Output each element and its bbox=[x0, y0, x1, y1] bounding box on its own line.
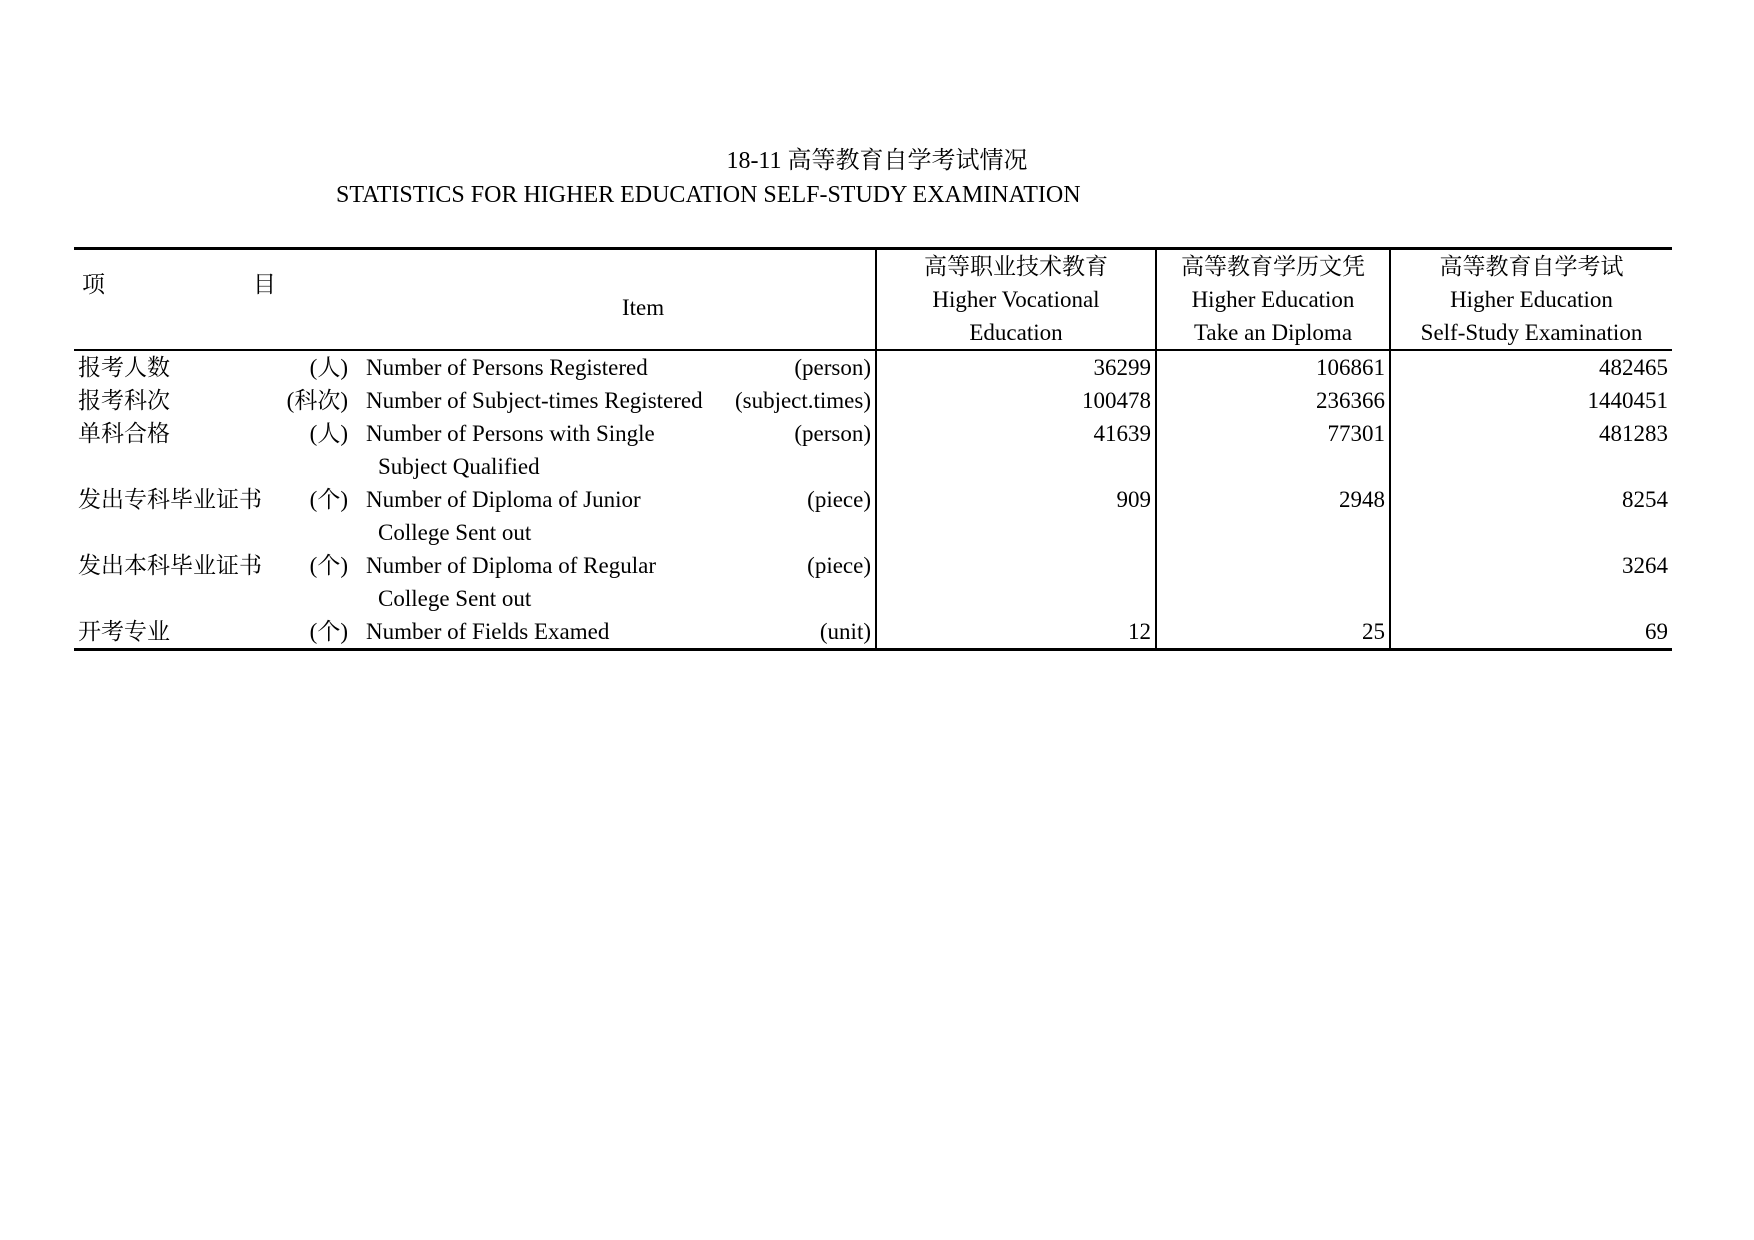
header-item-cn-1: 项 bbox=[82, 272, 105, 297]
row-unit-cn: (个) bbox=[309, 553, 348, 578]
header-col-vocational-en-1: Higher Vocational bbox=[932, 287, 1100, 312]
row-label-cn: 发出本科毕业证书 bbox=[78, 553, 262, 578]
table-row bbox=[74, 483, 1672, 549]
header-col-selfstudy bbox=[1390, 249, 1672, 351]
table-row bbox=[74, 417, 1672, 483]
row-value-diploma: 77301 bbox=[1156, 417, 1390, 483]
row-label-en-text: Number of Persons Registered bbox=[366, 355, 648, 380]
header-col-diploma-en-2: Take an Diploma bbox=[1193, 320, 1353, 345]
table-row bbox=[74, 615, 1672, 650]
header-col-vocational-en-2: Education bbox=[969, 320, 1063, 345]
row-label-cn: 发出专科毕业证书 bbox=[78, 487, 262, 512]
row-value-diploma: 25 bbox=[1156, 615, 1390, 650]
row-value-vocational: 41639 bbox=[876, 417, 1156, 483]
row-value-vocational: 909 bbox=[876, 483, 1156, 549]
row-value-selfstudy: 3264 bbox=[1390, 549, 1672, 615]
row-unit-cn: (个) bbox=[309, 487, 348, 512]
row-label-cn: 单科合格 bbox=[78, 421, 170, 446]
row-value-vocational bbox=[876, 549, 1156, 615]
row-value-selfstudy: 8254 bbox=[1390, 483, 1672, 549]
header-item-cn bbox=[74, 249, 352, 351]
header-col-diploma-en-1: Higher Education bbox=[1191, 287, 1355, 312]
row-value-diploma: 2948 bbox=[1156, 483, 1390, 549]
row-label-en bbox=[352, 350, 876, 384]
row-label-en-text: Number of Diploma of Junior bbox=[366, 487, 641, 512]
row-label-en bbox=[352, 615, 876, 650]
page-title-cn: 18-11 高等教育自学考试情况 bbox=[726, 148, 1028, 174]
row-unit-cn: (科次) bbox=[286, 388, 348, 413]
header-col-selfstudy-en-2: Self-Study Examination bbox=[1420, 320, 1643, 345]
row-unit-en: (subject.times) bbox=[734, 388, 871, 413]
header-col-diploma-cn: 高等教育学历文凭 bbox=[1181, 254, 1365, 279]
row-value-vocational: 100478 bbox=[876, 384, 1156, 417]
row-label-en bbox=[352, 483, 876, 549]
row-value-vocational: 12 bbox=[876, 615, 1156, 650]
row-label-en bbox=[352, 417, 876, 483]
header-col-diploma bbox=[1156, 249, 1390, 351]
row-unit-cn: (人) bbox=[309, 421, 348, 446]
row-label-en-text: Number of Diploma of Regular bbox=[366, 553, 656, 578]
row-label-en bbox=[352, 549, 876, 615]
row-value-selfstudy: 1440451 bbox=[1390, 384, 1672, 417]
row-value-selfstudy: 482465 bbox=[1390, 350, 1672, 384]
header-col-vocational-cn: 高等职业技术教育 bbox=[924, 254, 1108, 279]
statistics-table bbox=[74, 247, 1672, 651]
row-label-en-text: Number of Persons with Single bbox=[366, 421, 655, 446]
header-col-selfstudy-en-1: Higher Education bbox=[1450, 287, 1613, 312]
table-body bbox=[74, 350, 1672, 650]
row-label-en-cont: Subject Qualified bbox=[378, 454, 540, 479]
header-col-vocational bbox=[876, 249, 1156, 351]
row-value-diploma: 106861 bbox=[1156, 350, 1390, 384]
row-label-en-text: Number of Subject-times Registered bbox=[366, 388, 703, 413]
table-row bbox=[74, 350, 1672, 384]
row-value-diploma bbox=[1156, 549, 1390, 615]
row-label-cn: 报考科次 bbox=[78, 388, 170, 413]
table-row bbox=[74, 549, 1672, 615]
row-unit-en: (person) bbox=[794, 421, 871, 446]
row-label-cn: 开考专业 bbox=[78, 619, 170, 644]
row-unit-en: (unit) bbox=[819, 619, 871, 644]
header-item-en: Item bbox=[622, 295, 665, 320]
header-item-cn-2: 目 bbox=[253, 272, 276, 297]
row-value-vocational: 36299 bbox=[876, 350, 1156, 384]
row-unit-en: (person) bbox=[794, 355, 871, 380]
header-col-selfstudy-cn: 高等教育自学考试 bbox=[1439, 254, 1624, 279]
row-unit-cn: (个) bbox=[309, 619, 348, 644]
row-label-en bbox=[352, 384, 876, 417]
row-value-selfstudy: 481283 bbox=[1390, 417, 1672, 483]
row-unit-en: (piece) bbox=[807, 553, 871, 578]
row-value-selfstudy: 69 bbox=[1390, 615, 1672, 650]
table-row bbox=[74, 384, 1672, 417]
row-label-en-text: Number of Fields Examed bbox=[366, 619, 610, 644]
row-label-en-cont: College Sent out bbox=[378, 520, 532, 545]
table-header bbox=[74, 249, 1672, 351]
row-unit-en: (piece) bbox=[807, 487, 871, 512]
row-value-diploma: 236366 bbox=[1156, 384, 1390, 417]
header-row bbox=[74, 249, 1672, 351]
page-title-en: STATISTICS FOR HIGHER EDUCATION SELF-STUDY EXAMINATION bbox=[336, 182, 1081, 208]
row-unit-cn: (人) bbox=[309, 355, 348, 380]
row-label-cn: 报考人数 bbox=[78, 355, 170, 380]
row-label-en-cont: College Sent out bbox=[378, 586, 532, 611]
